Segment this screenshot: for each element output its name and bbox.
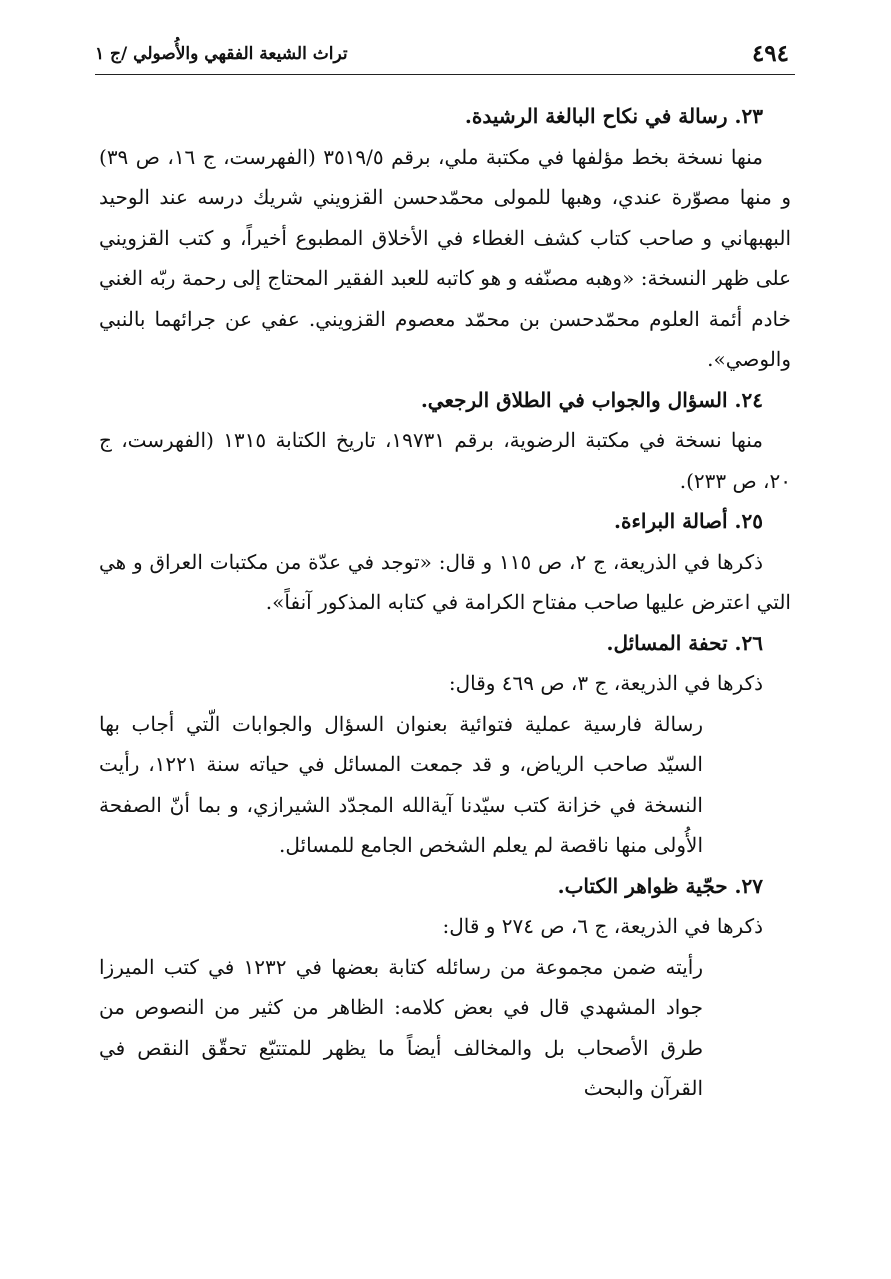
page-body [99, 96, 791, 1109]
item-23-title: ٢٣. رسالة في نكاح البالغة الرشيدة. [464, 104, 763, 128]
running-title: تراث الشيعة الفقهي والأُصولي /ج ١ [95, 44, 348, 64]
item-27-title: ٢٧. حجّية ظواهر الكتاب. [557, 873, 763, 898]
item-26-quote: رسالة فارسية عملية فتوائية بعنوان السؤال والجوابات الّتي أجاب بها السيّد صاحب الرياض، و قد جمعت المسائل في حياته سنة ١٢٢١، رأيت النسخة في خزانة كتب سيّدنا آيةالله المجدّد الشيرازي، و بما أنّ الصفحة الأُولى منها ناقصة لم يعلم الشخص الجامع للمسائل. [99, 711, 703, 857]
page-number: ٤٩٤ [751, 40, 789, 67]
item-27-quote: رأيته ضمن مجموعة من رسائله كتابة بعضها في ١٢٣٢ في كتب الميرزا جواد المشهدي قال في بعض كلامه: الظاهر من كثير من النصوص من طرق الأصحاب بل والمخالف أيضاً ما يظهر للمتتبّع تحقّق النقص في القرآن والبحث [99, 954, 703, 1100]
item-23-paragraph: منها نسخة بخط مؤلفها في مكتبة ملي، برقم ٣٥١٩/٥ (الفهرست، ج ١٦، ص ٣٩) و منها مصوّرة عندي، وهبها للمولى محمّدحسن القزويني شريك درسه عند الوحيد البهبهاني و صاحب كتاب كشف الغطاء في الأخلاق المطبوع أخيراً، و كتب القزويني على ظهر النسخة: «وهبه مصنّفه و هو كاتبه للعبد الفقير المحتاج إلى رحمة ربّه الغني خادم أئمة العلوم محمّدحسن بن محمّد معصوم القزويني. عفي عن جرائهما بالنبي والوصي». [99, 144, 791, 371]
item-26-title: ٢٦. تحفة المسائل. [606, 630, 763, 655]
item-25-paragraph: ذكرها في الذريعة، ج ٢، ص ١١٥ و قال: «توجد في عدّة من مكتبات العراق و هي التي اعترض عليها صاحب مفتاح الكرامة في كتابه المذكور آنفاً». [99, 549, 791, 614]
item-25-title: ٢٥. أصالة البراءة. [614, 509, 763, 533]
item-26-paragraph: ذكرها في الذريعة، ج ٣، ص ٤٦٩ وقال: [448, 671, 763, 695]
page-header [95, 34, 795, 75]
item-24-title: ٢٤. السؤال والجواب في الطلاق الرجعي. [420, 387, 763, 412]
item-27-paragraph: ذكرها في الذريعة، ج ٦، ص ٢٧٤ و قال: [442, 914, 763, 938]
item-24-paragraph: منها نسخة في مكتبة الرضوية، برقم ١٩٧٣١، تاريخ الكتابة ١٣١٥ (الفهرست، ج ٢٠، ص ٢٣٣). [99, 428, 791, 493]
